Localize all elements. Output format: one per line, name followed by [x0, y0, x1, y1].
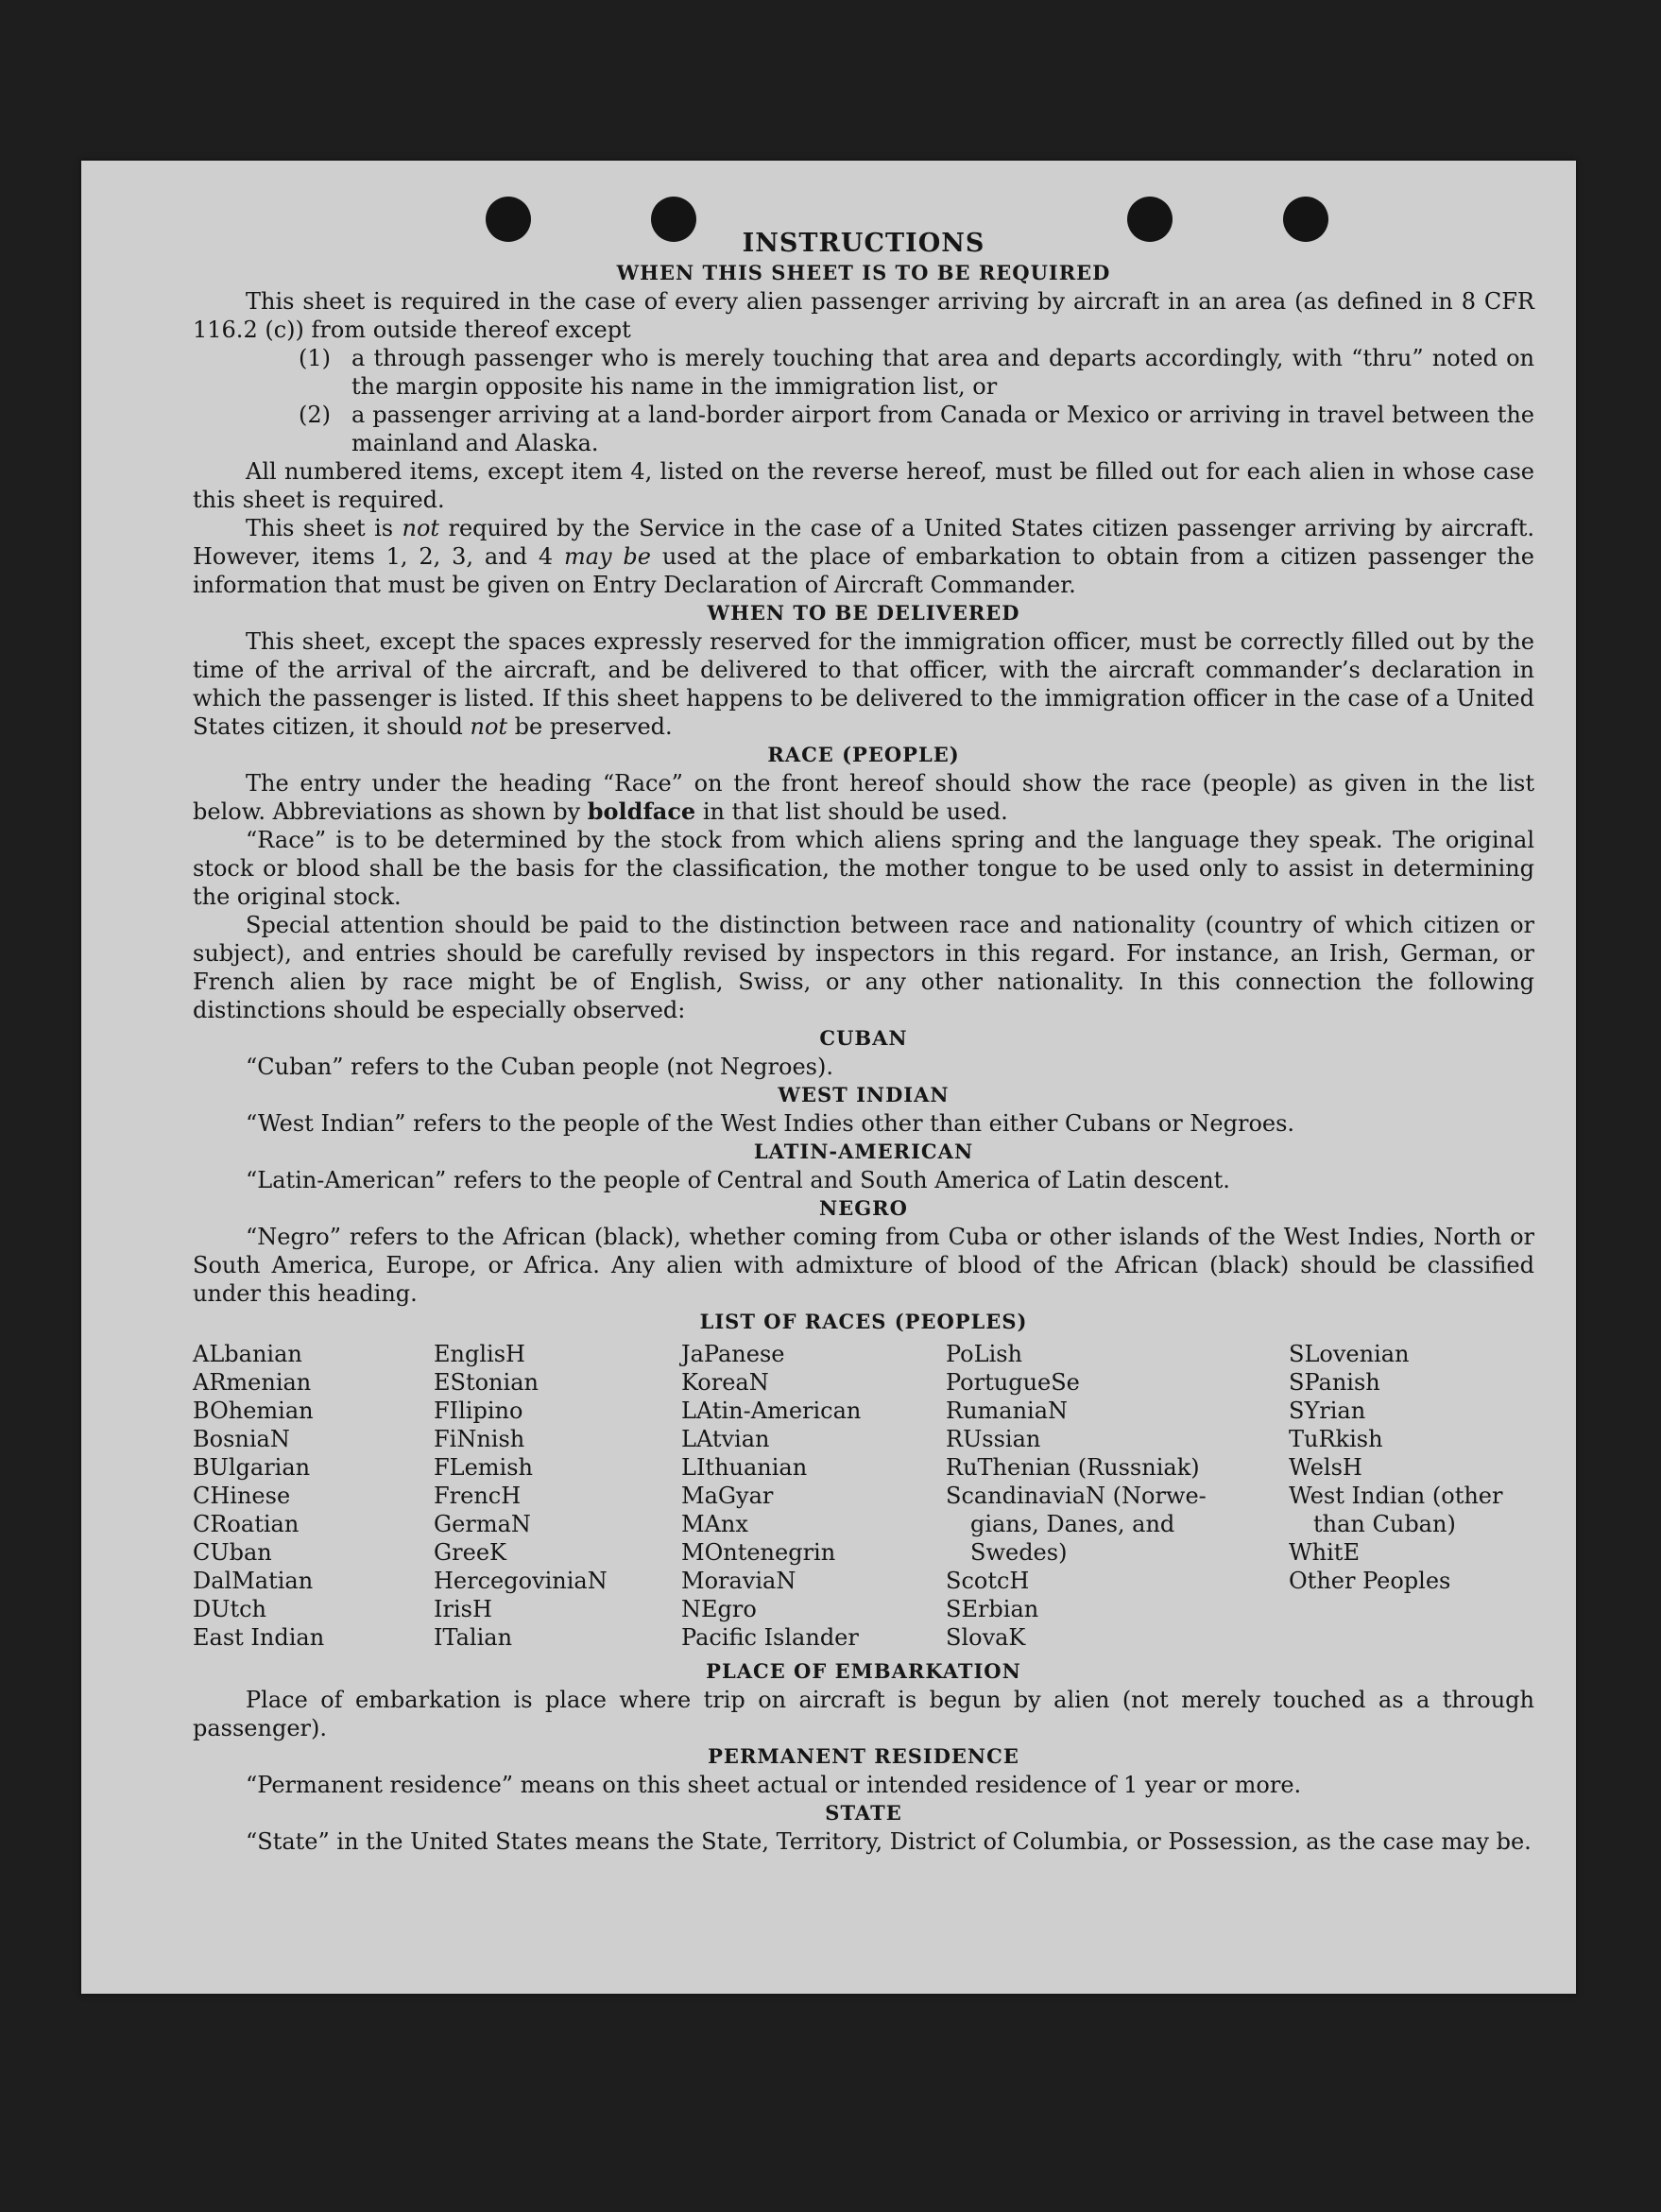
exception-item: [299, 344, 1534, 401]
document-sheet: [81, 161, 1576, 1994]
race-item: LIthuanian: [681, 1454, 808, 1481]
bold-run: boldface: [587, 797, 696, 825]
race-item: Pacific Islander: [681, 1624, 859, 1651]
text-run: The entry under the heading “Race” on the front hereof should show the race (people) as given in the list below. Abbreviations as shown by: [193, 770, 1534, 825]
paragraph: “Negro” refers to the African (black), whether coming from Cuba or other islands of the West Indies, North or South America, Europe, or Africa. Any alien with admixture of blood of the African (black) should be classified under this heading.: [193, 1224, 1534, 1307]
text-run: in that list should be used.: [695, 798, 1008, 825]
race-item: MAnx: [681, 1511, 748, 1537]
race-item: CHinese: [193, 1483, 291, 1509]
text-run: used at the place of embarkation to obtain from a citizen passenger the information that must be given on Entry Declaration of Aircraft Commander.: [193, 543, 1534, 598]
race-item: EnglisH: [434, 1341, 525, 1367]
race-item: ScandinaviaN (Norwe-: [946, 1483, 1207, 1509]
race-item: WelsH: [1289, 1454, 1362, 1481]
race-item: SYrian: [1289, 1398, 1366, 1424]
races-column: [681, 1340, 946, 1652]
paragraph: Special attention should be paid to the distinction between race and nationality (country of which citizen or subject), and entries should be carefully revised by inspectors in this regard. For instance, an Irish, German, or French alien by race might be of English, Swiss, or any other nationality. In this connection the following distinctions should be especially observed:: [193, 912, 1534, 1023]
paragraph: [193, 769, 1534, 826]
instructions-content: [193, 229, 1534, 1856]
text-run: be preserved.: [507, 713, 673, 740]
race-item: BUlgarian: [193, 1454, 311, 1481]
races-column: [193, 1340, 434, 1652]
italic-run: may be: [563, 543, 651, 570]
race-item: FLemish: [434, 1454, 533, 1481]
race-item: Other Peoples: [1289, 1568, 1451, 1594]
race-item: RumaniaN: [946, 1398, 1069, 1424]
text-run: This sheet is: [246, 515, 402, 541]
race-item-continued: Swedes): [970, 1539, 1068, 1566]
page-title: INSTRUCTIONS: [742, 229, 985, 258]
race-item: DalMatian: [193, 1568, 314, 1594]
race-item: IrisH: [434, 1596, 492, 1622]
race-item: DUtch: [193, 1596, 267, 1622]
race-item: RuThenian (Russniak): [946, 1454, 1200, 1481]
section-heading-west-indian: WEST INDIAN: [778, 1083, 950, 1106]
italic-run: not: [470, 713, 508, 740]
race-item: CUban: [193, 1539, 272, 1566]
race-item: SlovaK: [946, 1624, 1026, 1651]
race-item: ALbanian: [193, 1341, 302, 1367]
race-item: BosniaN: [193, 1426, 290, 1452]
text-run: required by the Service in the case of a United States citizen passenger arriving by aircraft. However, items 1, 2, 3, and 4: [193, 515, 1534, 570]
race-item: FIlipino: [434, 1398, 523, 1424]
race-item: West Indian (other: [1289, 1483, 1503, 1509]
race-item: JaPanese: [681, 1341, 785, 1367]
exception-item: [299, 401, 1534, 457]
section-heading-latin-american: LATIN-AMERICAN: [753, 1140, 974, 1163]
race-item-continued: gians, Danes, and: [970, 1511, 1175, 1537]
section-heading-required: WHEN THIS SHEET IS TO BE REQUIRED: [616, 261, 1111, 284]
section-heading-embarkation: PLACE OF EMBARKATION: [706, 1659, 1021, 1683]
paragraph: “Race” is to be determined by the stock from which aliens spring and the language they speak. The original stock or blood shall be the basis for the classification, the mother tongue to be used only to assist in determining the original stock.: [193, 827, 1534, 910]
paragraph: “State” in the United States means the State, Territory, District of Columbia, or Possession, as the case may be.: [246, 1828, 1532, 1855]
paragraph: [193, 514, 1534, 599]
paragraph: [193, 627, 1534, 741]
italic-run: not: [402, 515, 440, 541]
item-number: (1): [299, 345, 331, 371]
race-item: FrencH: [434, 1483, 522, 1509]
race-item: HercegoviniaN: [434, 1568, 608, 1594]
race-item: ScotcH: [946, 1568, 1030, 1594]
race-item: RUssian: [946, 1426, 1041, 1452]
race-item: East Indian: [193, 1624, 325, 1651]
paragraph: “Cuban” refers to the Cuban people (not Negroes).: [246, 1054, 833, 1080]
race-item: MoraviaN: [681, 1568, 796, 1594]
races-column: [946, 1340, 1289, 1652]
section-heading-permanent-residence: PERMANENT RESIDENCE: [708, 1744, 1019, 1768]
race-item: WhitE: [1289, 1539, 1360, 1566]
item-text: a through passenger who is merely touching that area and departs accordingly, with “thru” noted on the margin opposite his name in the immigration list, or: [351, 345, 1534, 400]
paragraph: All numbered items, except item 4, listed on the reverse hereof, must be filled out for each alien in whose case this sheet is required.: [193, 458, 1534, 513]
paragraph: “Latin-American” refers to the people of Central and South America of Latin descent.: [246, 1167, 1230, 1193]
race-item: CRoatian: [193, 1511, 300, 1537]
section-heading-state: STATE: [825, 1801, 902, 1825]
races-list: [193, 1340, 1534, 1652]
section-heading-list-of-races: LIST OF RACES (PEOPLES): [699, 1310, 1028, 1333]
paragraph: “West Indian” refers to the people of the West Indies other than either Cubans or Negroes.: [246, 1110, 1295, 1137]
race-item: TuRkish: [1289, 1426, 1383, 1452]
race-item: GermaN: [434, 1511, 531, 1537]
race-item: MaGyar: [681, 1483, 774, 1509]
text-run: This sheet, except the spaces expressly reserved for the immigration officer, must be correctly filled out by the time of the arrival of the aircraft, and be delivered to that officer, with the aircraft commander’s declaration in which the passenger is listed. If this sheet happens to be delivered to the immigration officer in the case of a United States citizen, it should: [193, 628, 1534, 740]
race-item: GreeK: [434, 1539, 506, 1566]
paragraph: This sheet is required in the case of every alien passenger arriving by aircraft in an area (as defined in 8 CFR 116.2 (c)) from outside thereof except: [193, 288, 1534, 343]
race-item: FiNnish: [434, 1426, 525, 1452]
section-heading-delivered: WHEN TO BE DELIVERED: [707, 601, 1020, 625]
section-heading-negro: NEGRO: [819, 1196, 908, 1220]
paragraph: “Permanent residence” means on this sheet actual or intended residence of 1 year or more.: [246, 1772, 1302, 1798]
race-item: ITalian: [434, 1624, 513, 1651]
race-item: PortugueSe: [946, 1369, 1080, 1396]
races-column: [434, 1340, 681, 1652]
section-heading-cuban: CUBAN: [819, 1026, 908, 1050]
paragraph: Place of embarkation is place where trip on aircraft is begun by alien (not merely touched as a through passenger).: [193, 1687, 1534, 1741]
race-item: BOhemian: [193, 1398, 314, 1424]
race-item: EStonian: [434, 1369, 539, 1396]
section-heading-race: RACE (PEOPLE): [767, 743, 960, 766]
race-item: LAtvian: [681, 1426, 770, 1452]
race-item: MOntenegrin: [681, 1539, 836, 1566]
races-column: [1289, 1340, 1534, 1652]
race-item: KoreaN: [681, 1369, 769, 1396]
race-item: ARmenian: [193, 1369, 312, 1396]
race-item: NEgro: [681, 1596, 757, 1622]
item-text: a passenger arriving at a land-border airport from Canada or Mexico or arriving in travel between the mainland and Alaska.: [351, 402, 1534, 456]
race-item: SPanish: [1289, 1369, 1380, 1396]
race-item-continued: than Cuban): [1313, 1511, 1456, 1537]
race-item: SLovenian: [1289, 1341, 1410, 1367]
race-item: LAtin-American: [681, 1398, 862, 1424]
item-number: (2): [299, 402, 331, 428]
race-item: PoLish: [946, 1341, 1023, 1367]
race-item: SErbian: [946, 1596, 1039, 1622]
